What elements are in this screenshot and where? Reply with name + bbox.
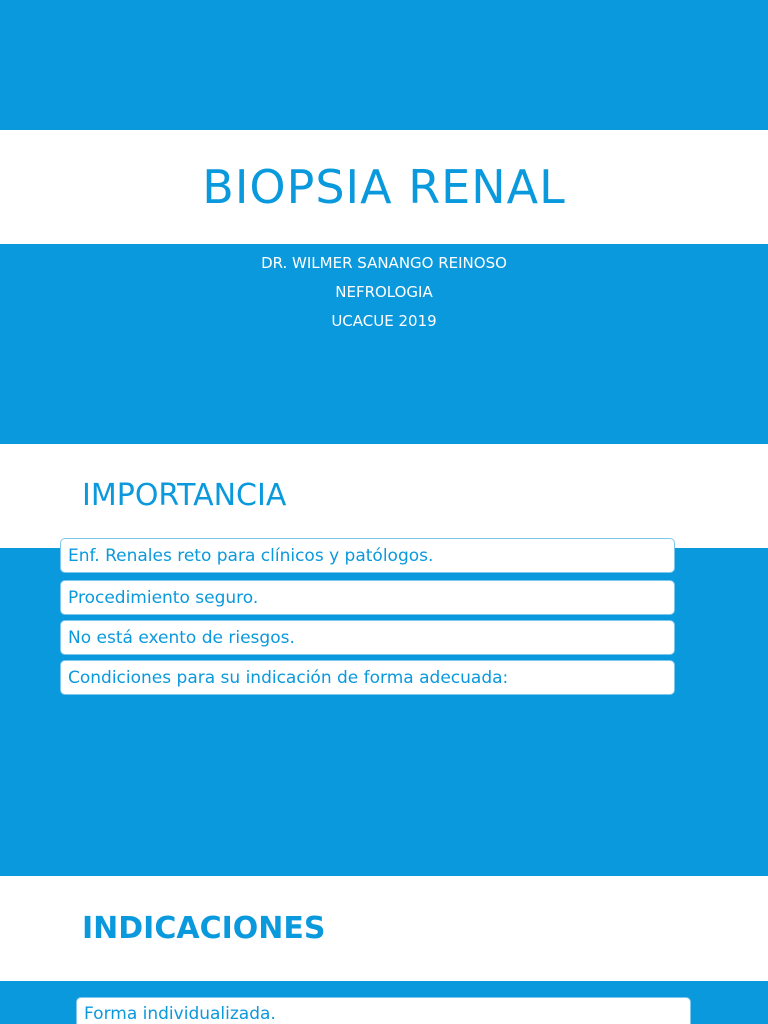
slide1-title: BIOPSIA RENAL [202, 160, 566, 214]
slide2-item: Procedimiento seguro. [60, 580, 675, 615]
slide2-item: Condiciones para su indicación de forma adecuada: [60, 660, 675, 695]
slide3-item: Forma individualizada. [76, 997, 691, 1024]
slide2-item: Enf. Renales reto para clínicos y patólogos. [60, 538, 675, 573]
slide1-top-band [0, 0, 768, 130]
slide2-heading: IMPORTANCIA [82, 478, 287, 513]
slide1-institution-year: UCACUE 2019 [331, 312, 437, 330]
slide1-department: NEFROLOGIA [335, 283, 433, 301]
slide3-heading: INDICACIONES [82, 911, 326, 946]
slide2-item: No está exento de riesgos. [60, 620, 675, 655]
slide1-subtitle-band [0, 244, 768, 444]
slide1-author: DR. WILMER SANANGO REINOSO [261, 254, 507, 272]
